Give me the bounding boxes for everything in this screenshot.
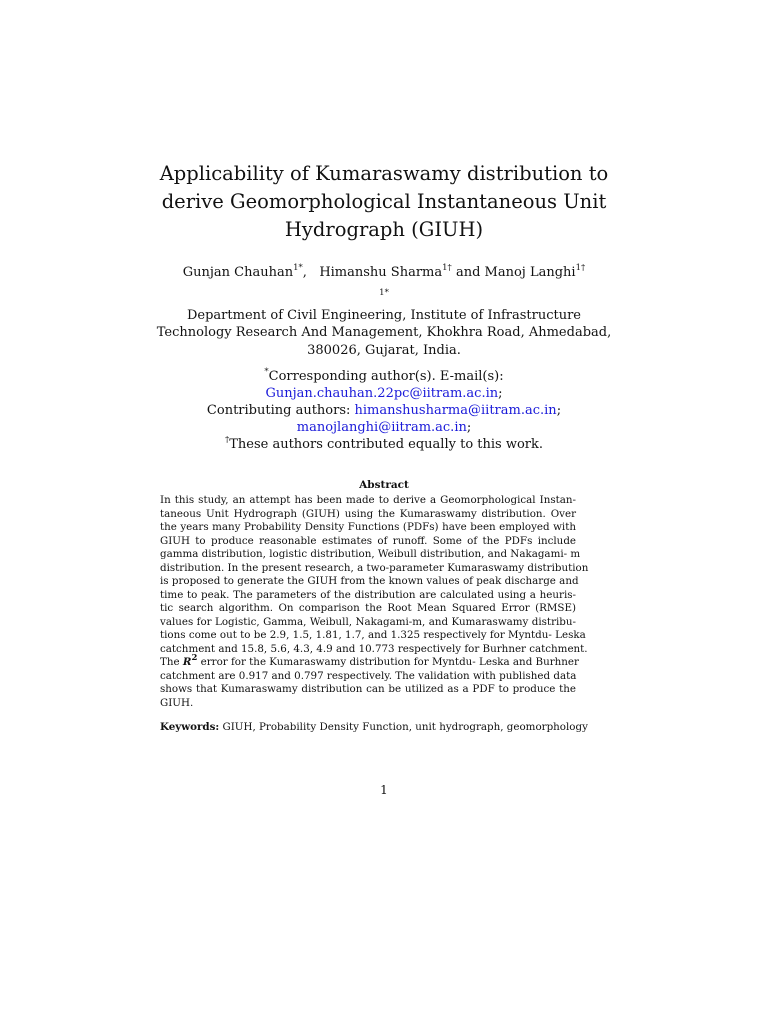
contributing-email-line bbox=[120, 419, 648, 436]
contributing-email-link[interactable]: himanshusharma@iitram.ac.in bbox=[354, 403, 557, 418]
title-line: Applicability of Kumaraswamy distribution to bbox=[159, 162, 609, 185]
abstract-line: GIUH to produce reasonable estimates of runoff. Some of the PDFs include bbox=[160, 534, 576, 547]
author-mark: 1† bbox=[575, 262, 586, 273]
keywords-label: Keywords: bbox=[160, 721, 220, 733]
separator: ; bbox=[498, 386, 503, 401]
corresponding-label: Corresponding author(s). E-mail(s): bbox=[268, 369, 504, 384]
author-name: Himanshu Sharma bbox=[319, 265, 443, 280]
abstract-heading: Abstract bbox=[359, 479, 409, 491]
corresponding-line bbox=[120, 368, 648, 385]
abstract-line: time to peak. The parameters of the distribution are calculated using a heuris- bbox=[160, 588, 576, 601]
keywords bbox=[160, 720, 588, 734]
abstract-line: values for Logistic, Gamma, Weibull, Nakagami-m, and Kumaraswamy distribu- bbox=[160, 615, 576, 628]
affiliation-line: Technology Research And Management, Khokhra Road, Ahmedabad, bbox=[156, 325, 612, 340]
contact-block bbox=[120, 368, 648, 453]
page-number: 1 bbox=[380, 783, 388, 797]
contributing-label: Contributing authors: bbox=[206, 403, 351, 418]
abstract-r2-line bbox=[160, 652, 579, 670]
abstract-line: catchment are 0.917 and 0.797 respectively. The validation with published data bbox=[160, 669, 577, 682]
r2-exponent: 2 bbox=[191, 652, 198, 663]
affiliation-mark: 1* bbox=[379, 287, 389, 298]
affiliation-line: 380026, Gujarat, India. bbox=[307, 342, 461, 358]
abstract-line: the years many Probability Density Functions (PDFs) have been employed with bbox=[160, 521, 576, 533]
abstract-line: tic search algorithm. On comparison the Root Mean Squared Error (RMSE) bbox=[160, 602, 576, 614]
r2-prefix: The bbox=[160, 656, 183, 668]
abstract-line: catchment and 15.8, 5.6, 4.3, 4.9 and 10.773 respectively for Burhner catchment. bbox=[160, 642, 588, 655]
author-separator: , bbox=[302, 265, 307, 280]
abstract-line: GIUH. bbox=[160, 696, 194, 709]
affiliation bbox=[120, 289, 648, 359]
r2-symbol: R bbox=[182, 656, 192, 668]
author-list bbox=[100, 264, 668, 282]
abstract-line: shows that Kumaraswamy distribution can be utilized as a PDF to produce the bbox=[160, 683, 576, 695]
abstract-line: tions come out to be 2.9, 1.5, 1.81, 1.7, and 1.325 respectively for Myntdu- Leska bbox=[160, 629, 586, 641]
r2-suffix: error for the Kumaraswamy distribution for Myntdu- Leska and Burhner bbox=[197, 656, 579, 668]
paper-title bbox=[120, 160, 648, 244]
separator: ; bbox=[466, 420, 472, 435]
corresponding-email-line bbox=[120, 385, 648, 402]
author-mark: 1† bbox=[442, 262, 452, 273]
equal-mark: † bbox=[224, 434, 230, 445]
abstract-line: distribution. In the present research, a two-parameter Kumaraswamy distribution bbox=[160, 561, 589, 574]
equal-contribution-note bbox=[120, 436, 648, 453]
separator: ; bbox=[556, 403, 562, 418]
author-mark: 1* bbox=[293, 262, 303, 273]
corresponding-mark: * bbox=[264, 366, 269, 377]
abstract-line: In this study, an attempt has been made to derive a Geomorphological Instan- bbox=[160, 494, 576, 506]
corresponding-email-link[interactable]: Gunjan.chauhan.22pc@iitram.ac.in bbox=[265, 386, 499, 401]
author-name: Manoj Langhi bbox=[484, 265, 576, 280]
equal-note-text: These authors contributed equally to this work. bbox=[229, 437, 544, 452]
title-line: derive Geomorphological Instantaneous Unit bbox=[161, 190, 607, 213]
author-conjunction: and bbox=[455, 265, 481, 280]
author-name: Gunjan Chauhan bbox=[182, 265, 294, 280]
contributing-line bbox=[120, 402, 648, 419]
abstract-body bbox=[160, 494, 589, 710]
affiliation-line bbox=[120, 289, 648, 324]
abstract-line: is proposed to generate the GIUH from the known values of peak discharge and bbox=[160, 575, 579, 587]
title-line: Hydrograph (GIUH) bbox=[284, 218, 484, 241]
affiliation-text: Department of Civil Engineering, Institute of Infrastructure bbox=[186, 307, 581, 323]
contributing-email-link[interactable]: manojlanghi@iitram.ac.in bbox=[296, 420, 467, 435]
keywords-text: GIUH, Probability Density Function, unit hydrograph, geomorphology bbox=[222, 721, 588, 733]
abstract-line: gamma distribution, logistic distribution, Weibull distribution, and Nakagami- m bbox=[160, 548, 581, 560]
abstract-line: taneous Unit Hydrograph (GIUH) using the Kumaraswamy distribution. Over bbox=[160, 507, 576, 520]
